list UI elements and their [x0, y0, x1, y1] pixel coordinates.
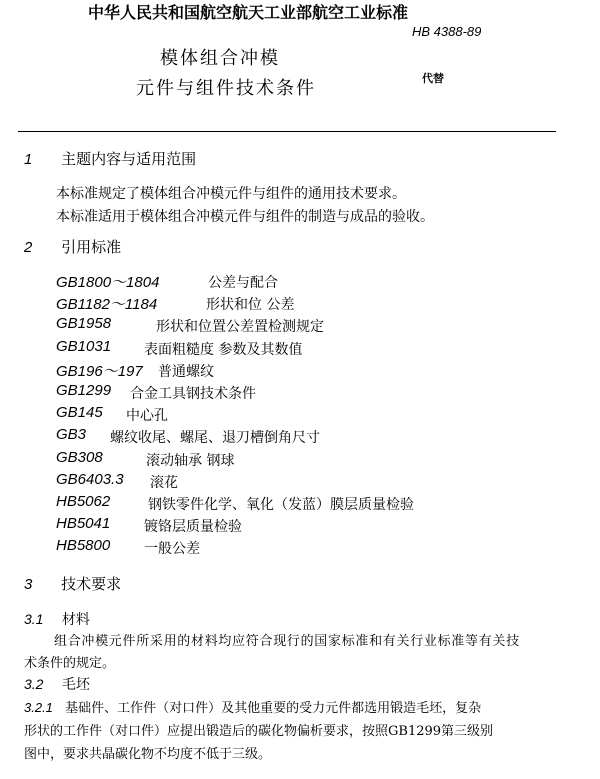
- subsection-3-1-heading: [24, 609, 90, 629]
- reference-title: 合金工具钢技术条件: [130, 386, 256, 402]
- reference-title: 钢铁零件化学、氧化（发蓝）膜层质量检验: [148, 497, 414, 513]
- reference-title: 一般公差: [144, 541, 200, 558]
- subsection-3-2-1-line-1: [24, 697, 481, 716]
- subsection-3-2-1-line-2: 形状的工作件（对口件）应提出锻造后的碳化物偏析要求，按照GB1299第三级别: [24, 724, 494, 739]
- reference-code: GB196～197: [56, 362, 143, 380]
- reference-title: 滚花: [150, 474, 178, 491]
- reference-title: 形状和位 公差: [206, 297, 295, 314]
- org-title: 中华人民共和国航空航天工业部航空工业标准: [88, 3, 409, 22]
- reference-code: HB5062: [56, 493, 111, 510]
- reference-code: GB1031: [56, 337, 112, 355]
- reference-code: GB3: [56, 426, 87, 444]
- subsection-3-1-text-line-1: 组合冲模元件所采用的材料均应符合现行的国家标准和有关行业标准等有关技: [54, 634, 520, 649]
- section-1-number: 1: [24, 151, 33, 168]
- replaces-label: 代替: [422, 72, 444, 85]
- section-1-heading: [24, 148, 196, 169]
- section-3-heading: [24, 573, 121, 594]
- reference-code: HB5800: [56, 537, 111, 555]
- section-2-number: 2: [24, 239, 33, 256]
- subsection-3-1-text-line-2: 术条件的规定。: [24, 656, 116, 671]
- header-divider: [18, 131, 556, 132]
- reference-code: GB145: [56, 404, 103, 422]
- subsection-3-2-1-number: 3.2.1: [24, 700, 53, 715]
- section-2-title: 引用标准: [61, 238, 122, 256]
- reference-title: 镀铬层质量检验: [144, 519, 242, 536]
- reference-code: GB1299: [56, 382, 112, 399]
- reference-title: 普通螺纹: [158, 363, 214, 380]
- doc-title-line2: 元件与组件技术条件: [136, 78, 316, 99]
- section-2-heading: [24, 236, 121, 257]
- section-3-number: 3: [24, 576, 33, 593]
- reference-code: GB6403.3: [56, 470, 124, 488]
- section-1-para-1: 本标准规定了模体组合冲模元件与组件的通用技术要求。: [56, 186, 406, 202]
- subsection-3-2-1-text: 基础件、工作件（对口件）及其他重要的受力元件都选用锻造毛坯，复杂: [65, 701, 482, 716]
- reference-code: GB1800～1804: [56, 274, 160, 291]
- reference-code: GB308: [56, 448, 103, 466]
- section-1-para-2: 本标准适用于模体组合冲模元件与组件的制造与成品的验收。: [56, 209, 434, 225]
- reference-code: HB5041: [56, 515, 111, 533]
- subsection-3-2-heading: [24, 674, 90, 694]
- reference-title: 螺纹收尾、螺尾、退刀槽倒角尺寸: [110, 430, 320, 447]
- section-1-title: 主题内容与适用范围: [61, 150, 197, 168]
- reference-title: 形状和位置公差置检测规定: [156, 319, 324, 336]
- subsection-3-2-number: 3.2: [24, 676, 44, 692]
- subsection-3-2-1-line-3: 图中，要求共晶碳化物不均度不低于三级。: [24, 747, 272, 762]
- reference-title: 滚动轴承 钢球: [146, 452, 235, 469]
- subsection-3-2-title: 毛坯: [61, 677, 90, 693]
- standard-number: HB 4388-89: [412, 24, 482, 39]
- section-3-title: 技术要求: [61, 575, 122, 593]
- reference-title: 公差与配合: [208, 275, 278, 291]
- reference-title: 表面粗糙度 参数及其数值: [144, 341, 303, 358]
- subsection-3-1-title: 材料: [61, 612, 90, 628]
- reference-title: 中心孔: [126, 408, 168, 425]
- doc-title-line1: 模体组合冲模: [160, 48, 280, 69]
- reference-code: GB1182～1184: [56, 296, 158, 314]
- subsection-3-1-number: 3.1: [24, 611, 44, 627]
- reference-code: GB1958: [56, 315, 112, 333]
